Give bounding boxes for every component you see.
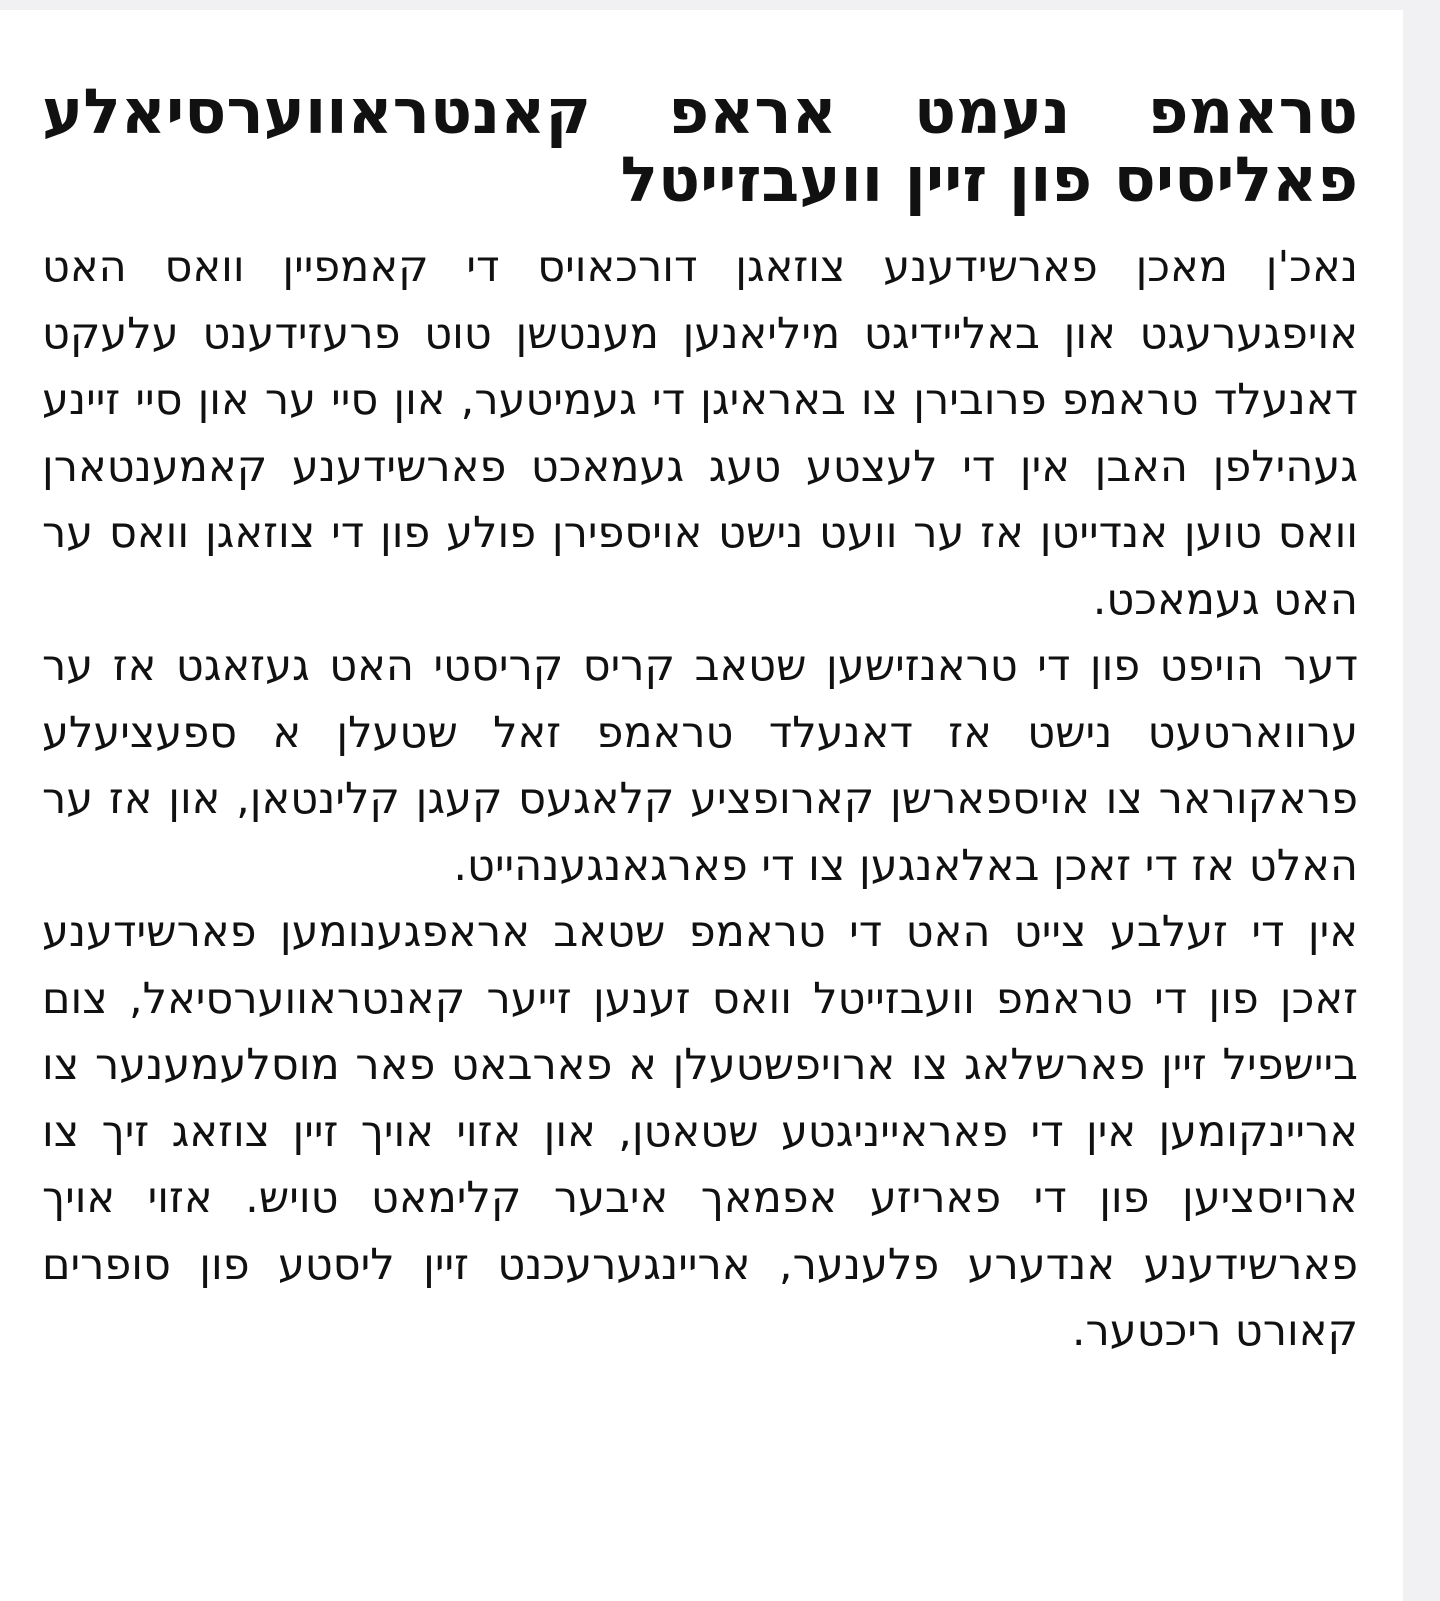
article-paragraph: דער הויפט פון די טראנזישען שטאב קריס קריסטי האט געזאגט אז ער ערווארטעט נישט אז דאנעלד טראמפ זאל שטעלן א ספעציעלע פראקוראר צו אויספארשן קארופציע קלאגעס קעגן קלינטאן, און אז ער האלט אז די זאכן באלאנגען צו די פארגאנגענהייט. <box>42 641 1358 891</box>
article <box>42 75 1358 1365</box>
article-page <box>0 10 1403 1601</box>
article-paragraph: נאכ'ן מאכן פארשידענע צוזאגן דורכאויס די קאמפיין וואס האט אויפגערעגט און באליידיגט מיליאנען מענטשן טוט פרעזידענט עלעקט דאנעלד טראמפ פרובירן צו באראיגן די געמיטער, און סיי ער און סיי זיינע געהילפן האבן אין די לעצטע טעג געמאכט פארשידענע קאמענטארן וואס טוען אנדייטן אז ער וועט נישט אויספירן פולע פון די צוזאגן וואס ער האט געמאכט. <box>42 242 1358 625</box>
article-headline: טראמפ נעמט אראפ קאנטראווערסיאלע פאליסיס פון זיין וועבזייטל <box>42 75 1358 216</box>
scrollbar-track[interactable] <box>1403 10 1440 1601</box>
article-paragraph: אין די זעלבע צייט האט די טראמפ שטאב אראפגענומען פארשידענע זאכן פון די טראמפ וועבזייטל וואס זענען זייער קאנטראווערסיאל, צום ביישפיל זיין פארשלאג צו ארויפשטעלן א פארבאט פאר מוסלעמענער צו אריינקומען אין די פאראייניגטע שטאטן, און אזוי אויך זיין צוזאג זיך צו ארויסציען פון די פאריזע אפמאך איבער קלימאט טויש. אזוי אויך פארשידענע אנדערע פלענער, אריינגערעכנט זיין ליסטע פון סופרים קאורט ריכטער. <box>42 907 1358 1356</box>
